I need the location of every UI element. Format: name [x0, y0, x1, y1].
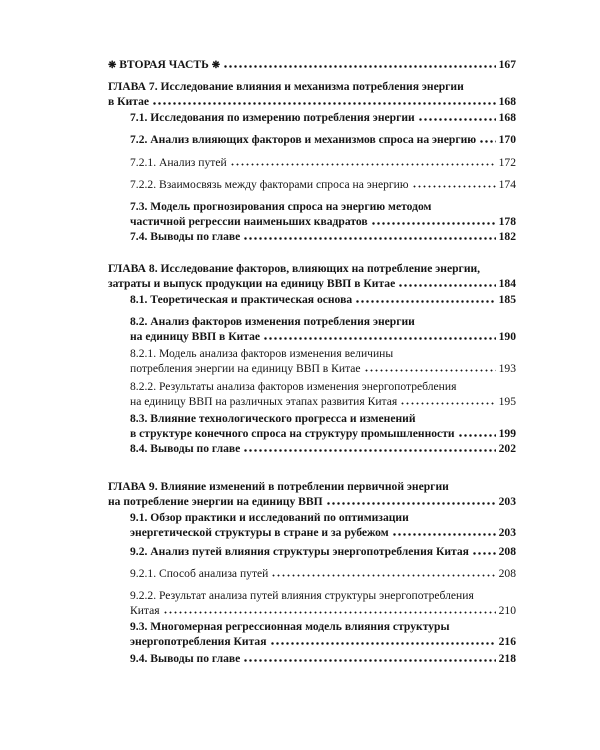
chapter-title-line-2: затраты и выпуск продукции на единицу ВВП в Китае	[108, 276, 396, 290]
toc-section-7-4	[130, 230, 516, 245]
toc-subsection-7-2-1	[130, 156, 516, 171]
subsection-title: 7.2.1. Анализ путей	[130, 156, 227, 169]
toc-section-7-3	[130, 200, 516, 230]
dot-leader	[270, 636, 496, 645]
dot-leader	[479, 134, 495, 143]
dot-leader	[355, 294, 495, 303]
toc-chapter-7	[108, 80, 516, 110]
page-number: 168	[498, 111, 516, 124]
toc-subsection-7-2-2	[130, 178, 516, 193]
toc-section-9-3	[130, 620, 516, 650]
page-number: 193	[498, 361, 516, 375]
subsection-title-line-1: 9.2.2. Результат анализа путей влияния структуры энергопотребления	[130, 589, 474, 602]
toc-section-8-2	[130, 315, 516, 345]
chapter-title-line-1: ГЛАВА 8. Исследование факторов, влияющих на потребление энергии,	[108, 262, 481, 275]
section-title: 7.4. Выводы по главе	[130, 230, 241, 243]
page-number: 199	[498, 426, 516, 440]
toc-section-9-1	[130, 511, 516, 541]
page-number: 208	[498, 567, 516, 580]
toc-section-9-2	[130, 545, 516, 560]
subsection-title: 7.2.2. Взаимосвязь между факторами спроса на энергию	[130, 178, 409, 191]
dot-leader	[371, 216, 496, 225]
page-number: 170	[498, 133, 516, 146]
page-number: 185	[498, 293, 516, 306]
page-number: 218	[498, 652, 516, 665]
dot-leader	[152, 96, 496, 105]
page-number: 210	[498, 603, 516, 617]
dot-leader	[458, 428, 496, 437]
part-title: ВТОРАЯ ЧАСТЬ	[119, 58, 209, 71]
page-number: 184	[498, 276, 516, 290]
dot-leader	[243, 231, 495, 240]
page-number: 203	[498, 494, 516, 508]
subsection-title-line-2: Китая	[130, 603, 160, 617]
subsection-title: 9.2.1. Способ анализа путей	[130, 567, 269, 580]
page-number: 174	[498, 178, 516, 191]
toc-section-7-2	[130, 133, 516, 148]
page-number: 167	[498, 58, 516, 71]
page-number: 208	[498, 545, 516, 558]
dot-leader	[243, 653, 495, 662]
subsection-title-line-1: 8.2.1. Модель анализа факторов изменения величины	[130, 347, 394, 360]
section-title: 8.4. Выводы по главе	[130, 442, 241, 455]
section-title-line-1: 9.1. Обзор практики и исследований по оптимизации	[130, 511, 409, 524]
page-number: 216	[498, 634, 516, 648]
section-title: 9.2. Анализ путей влияния структуры энергопотребления Китая	[130, 545, 469, 558]
page-number: 202	[498, 442, 516, 455]
toc-section-9-4	[130, 652, 516, 667]
chapter-title-line-1: ГЛАВА 7. Исследование влияния и механизма потребления энергии	[108, 80, 464, 93]
dot-leader	[223, 59, 496, 68]
chapter-title-line-1: ГЛАВА 9. Влияние изменений в потреблении первичной энергии	[108, 480, 449, 493]
page-number: 195	[498, 394, 516, 408]
section-title-line-1: 9.3. Многомерная регрессионная модель влияния структуры	[130, 620, 450, 633]
dot-leader	[230, 157, 496, 166]
subsection-title-line-2: потребления энергии на единицу ВВП в Китае	[130, 361, 361, 375]
section-title-line-2: в структуре конечного спроса на структуру промышленности	[130, 426, 455, 440]
part-ornament-right: ❋	[211, 60, 221, 71]
page-number: 190	[498, 329, 516, 343]
page-number: 178	[498, 214, 516, 228]
section-title-line-1: 8.2. Анализ факторов изменения потребления энергии	[130, 315, 415, 328]
dot-leader	[472, 546, 496, 555]
section-title-line-2: энергопотребления Китая	[130, 634, 267, 648]
dot-leader	[412, 179, 496, 188]
part-ornament-left: ❋	[108, 60, 117, 71]
toc-section-8-1	[130, 293, 516, 308]
dot-leader	[271, 568, 495, 577]
subsection-title-line-2: на единицу ВВП на различных этапах развития Китая	[130, 394, 398, 408]
section-title: 9.4. Выводы по главе	[130, 652, 241, 665]
section-title: 7.1. Исследования по измерению потребления энергии	[130, 111, 415, 124]
toc-subsection-9-2-2	[130, 589, 516, 619]
page-number: 172	[498, 156, 516, 169]
dot-leader	[392, 527, 496, 536]
section-title-line-2: частичной регрессии наименьших квадратов	[130, 214, 368, 228]
toc-section-8-3	[130, 412, 516, 442]
toc-subsection-8-2-2	[130, 380, 516, 410]
subsection-title-line-1: 8.2.2. Результаты анализа факторов изменения энергопотребления	[130, 380, 457, 393]
chapter-title-line-2: в Китае	[108, 94, 150, 108]
toc-chapter-9	[108, 480, 516, 510]
page-number: 182	[498, 230, 516, 243]
dot-leader	[163, 605, 496, 614]
section-title: 8.1. Теоретическая и практическая основа	[130, 293, 353, 306]
section-title-line-1: 7.3. Модель прогнозирования спроса на энергию методом	[130, 200, 432, 213]
dot-leader	[398, 278, 495, 287]
toc-subsection-9-2-1	[130, 567, 516, 582]
dot-leader	[243, 443, 495, 452]
dot-leader	[263, 331, 496, 340]
toc-chapter-8	[108, 262, 516, 292]
toc-section-8-4	[130, 442, 516, 457]
toc-subsection-8-2-1	[130, 347, 516, 377]
section-title-line-2: энергетической структуры в стране и за рубежом	[130, 525, 389, 539]
dot-leader	[400, 396, 495, 405]
section-title: 7.2. Анализ влияющих факторов и механизмов спроса на энергию	[130, 133, 477, 146]
dot-leader	[418, 112, 496, 121]
page-number: 168	[498, 94, 516, 108]
toc-section-7-1	[130, 111, 516, 126]
dot-leader	[326, 496, 496, 505]
section-title-line-1: 8.3. Влияние технологического прогресса и изменений	[130, 412, 416, 425]
page-number: 203	[498, 525, 516, 539]
toc-part-heading	[108, 58, 516, 74]
chapter-title-line-2: на потребление энергии на единицу ВВП	[108, 494, 323, 508]
section-title-line-2: на единицу ВВП в Китае	[130, 329, 261, 343]
dot-leader	[364, 363, 496, 372]
